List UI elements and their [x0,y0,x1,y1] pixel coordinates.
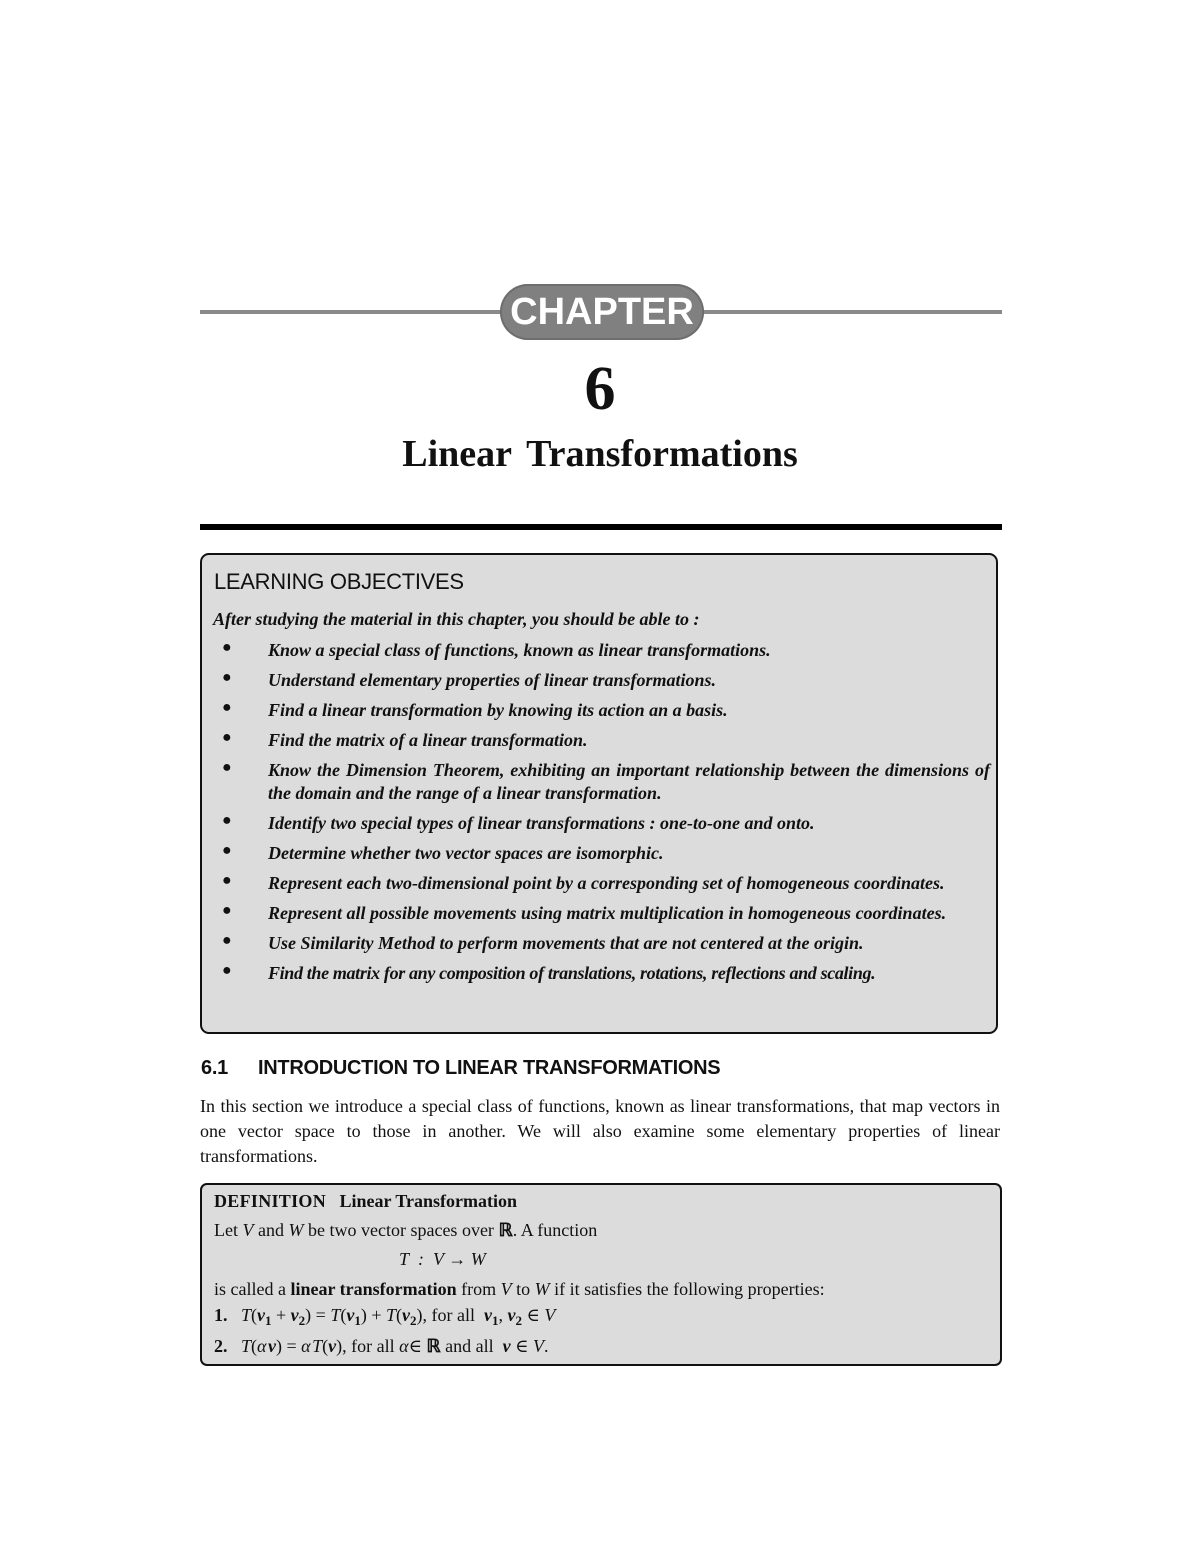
symbol-V: V [242,1220,254,1240]
symbol-T: T [241,1305,252,1325]
bullet-icon: ● [222,699,232,716]
section-heading [201,1057,720,1080]
definition-line-3 [214,1279,825,1300]
text-for-all: , for all [342,1336,395,1356]
vector-v: v [502,1336,511,1356]
bullet-icon: ● [222,759,232,776]
bullet-icon: ● [222,729,232,746]
bullet-icon: ● [222,932,232,949]
operator: + [271,1305,291,1325]
property-1 [214,1305,555,1329]
vector-v: v [402,1305,411,1325]
symbol-V: V [544,1305,556,1325]
list-item [202,842,1000,865]
chapter-number: 6 [584,355,616,423]
objective-text: Identify two special types of linear transformations : one-to-one and onto. [268,813,815,833]
bullet-icon: ● [222,812,232,829]
vector-v: v [257,1305,266,1325]
symbol-W: W [470,1249,486,1269]
bullet-icon: ● [222,842,232,859]
objective-text: Represent all possible movements using matrix multiplication in homogeneous coordinates. [268,903,947,923]
definition-header [214,1191,517,1212]
text-a-function: . A function [512,1220,598,1240]
bullet-icon: ● [222,962,232,979]
text-and: and [258,1220,284,1240]
text-and-all: and all [445,1336,494,1356]
subscript: 2 [298,1313,306,1328]
chapter-title: Linear Transformations [402,433,798,475]
paren: ) [416,1305,423,1325]
list-item [202,729,1000,752]
property-2: 2. T(α v) = α T(v), for all α∈ ℝ and all v ∈ V. [214,1336,549,1356]
text-to: to [516,1279,531,1299]
vector-v: v [484,1305,492,1325]
objective-text: Know the Dimension Theorem, exhibiting an important relationship between the dimensions of the domain and the range of a linear transformation. [268,760,990,803]
definition-label: DEFINITION [214,1191,327,1211]
bullet-icon: ● [222,872,232,889]
defined-term: linear transformation [290,1279,457,1299]
separator: , [498,1305,503,1325]
objective-text: Find a linear transformation by knowing its action an a basis. [268,700,728,720]
bullet-icon: ● [222,639,232,656]
text-if-satisfies: if it satisfies the following properties: [554,1279,825,1299]
paren: ( [396,1305,403,1325]
text-let: Let [214,1220,238,1240]
bullet-icon: ● [222,902,232,919]
text-from: from [461,1279,497,1299]
objective-text: Find the matrix for any composition of translations, rotations, reflections and scaling. [268,963,876,983]
vector-v: v [290,1305,299,1325]
element-of-symbol: ∈ [515,1336,529,1356]
subscript: 2 [515,1313,522,1328]
symbol-T: T [330,1305,341,1325]
text-is-called: is called a [214,1279,286,1299]
subscript: 2 [410,1313,417,1328]
property-number: 1. [214,1305,228,1325]
list-item [202,639,1000,662]
vector-v: v [507,1305,516,1325]
section-title: INTRODUCTION TO LINEAR TRANSFORMATIONS [258,1057,721,1079]
intro-paragraph: In this section we introduce a special class of functions, known as linear transformations, that map vectors in one vector space to those in another. We will also examine some elementary properties of linear transformations. [200,1096,1000,1166]
symbol-alpha: α [257,1336,267,1356]
real-numbers-symbol: ℝ [426,1336,441,1356]
bullet-icon: ● [222,669,232,686]
period: . [543,1336,549,1356]
symbol-alpha: α [301,1336,311,1356]
definition-line-1 [214,1220,597,1241]
section-number: 6.1 [201,1057,228,1079]
objective-text: Determine whether two vector spaces are isomorphic. [268,843,664,863]
symbol-V: V [500,1279,512,1299]
definition-name: Linear Transformation [339,1191,518,1211]
subscript: 1 [492,1313,499,1328]
arrow-icon: → [448,1249,467,1269]
operator: = [281,1336,302,1356]
symbol-V: V [433,1249,444,1269]
definition-box [200,1183,1002,1366]
objectives-list [202,639,1000,985]
title-divider [200,524,1002,530]
text-vector-spaces: be two vector spaces over [308,1220,494,1240]
list-item [202,812,1000,835]
symbol-W: W [288,1220,304,1240]
learning-objectives-box [200,553,998,1034]
list-item [202,902,1000,925]
list-item [202,932,1000,955]
symbol-T: T [241,1336,252,1356]
operator: = [311,1305,331,1325]
symbol-T: T [312,1336,323,1356]
paren: ) [360,1305,367,1325]
element-of-symbol: ∈ [408,1336,422,1356]
subscript: 1 [354,1313,361,1328]
objective-text: Use Similarity Method to perform movements that are not centered at the origin. [268,933,864,953]
symbol-T: T [386,1305,397,1325]
list-item [202,759,1000,805]
learning-objectives-intro: After studying the material in this chapter, you should be able to : [213,609,700,629]
paren: ( [251,1305,258,1325]
real-numbers-symbol: ℝ [498,1220,513,1240]
list-item [202,699,1000,722]
symbol-W: W [534,1279,550,1299]
objective-text: Find the matrix of a linear transformation. [268,730,588,750]
symbol-alpha: α [399,1336,409,1356]
chapter-badge: CHAPTER [500,284,704,340]
vector-v: v [346,1305,355,1325]
vector-v: v [328,1336,337,1356]
subscript: 1 [265,1313,272,1328]
objective-text: Know a special class of functions, known as linear transformations. [268,640,771,660]
learning-objectives-heading: LEARNING OBJECTIVES [214,569,464,594]
objective-text: Represent each two-dimensional point by a corresponding set of homogeneous coordinates. [268,873,945,893]
property-number: 2. [214,1336,228,1356]
element-of-symbol: ∈ [526,1305,540,1325]
operator: + [366,1305,386,1325]
list-item [202,669,1000,692]
list-item [202,962,1000,985]
paren: ( [340,1305,347,1325]
objective-text: Understand elementary properties of linear transformations. [268,670,717,690]
paren: ) [305,1305,312,1325]
text-for-all: , for all [422,1305,475,1325]
list-item [202,872,1000,895]
symbol-T: T [399,1249,410,1269]
symbol-colon: : [418,1249,425,1269]
symbol-V: V [532,1336,544,1356]
vector-v: v [267,1336,276,1356]
mapping-expression [399,1249,486,1270]
